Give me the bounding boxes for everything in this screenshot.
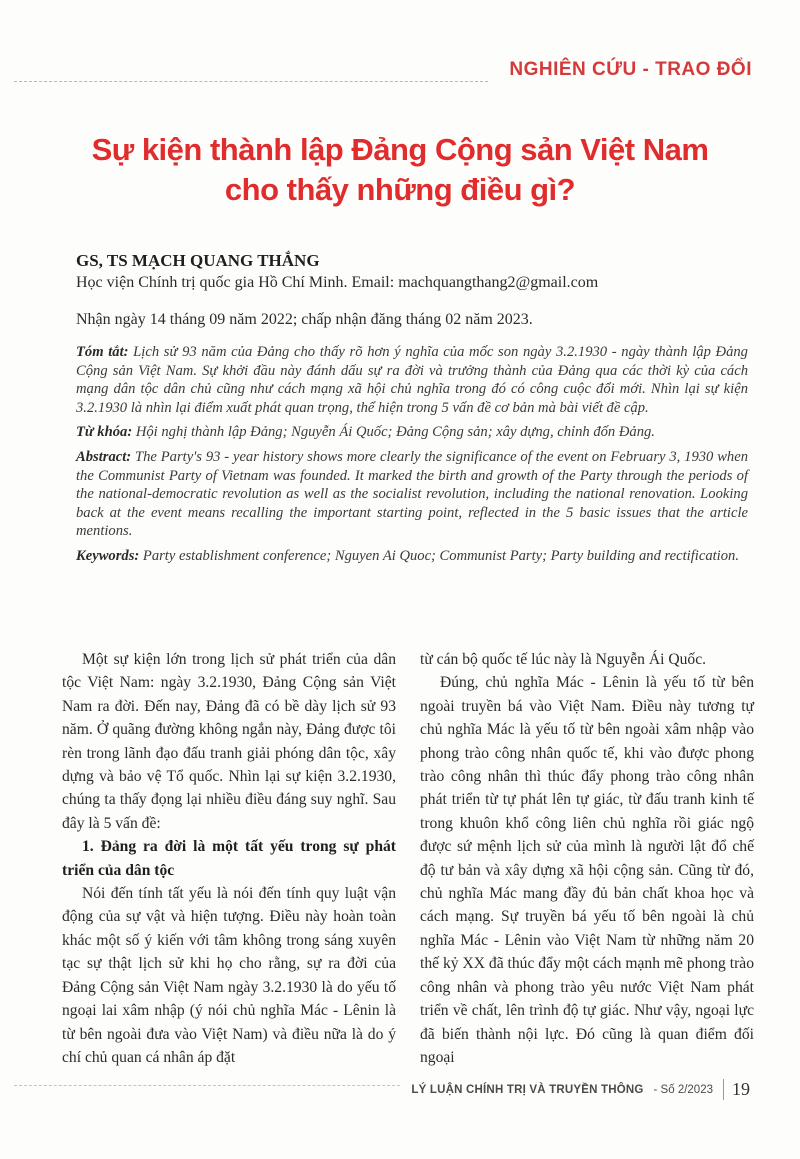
left-column (62, 648, 396, 1069)
body-paragraph: từ cán bộ quốc tế lúc này là Nguyễn Ái Quốc. (420, 651, 707, 668)
keywords-vi-label: Từ khóa: (76, 424, 133, 441)
journal-name: LÝ LUẬN CHÍNH TRỊ VÀ TRUYỀN THÔNG (411, 1083, 644, 1096)
section-heading-1: 1. Đảng ra đời là một tất yếu trong sự phát triển của dân tộc (62, 838, 396, 879)
title-line-1: Sự kiện thành lập Đảng Cộng sản Việt Nam (91, 132, 709, 167)
keywords-vi-text: Hội nghị thành lập Đảng; Nguyễn Ái Quốc; Đảng Cộng sản; xây dựng, chỉnh đốn Đảng. (135, 424, 655, 441)
issue-number: - Số 2/2023 (653, 1083, 713, 1096)
author-name: GS, TS MẠCH QUANG THẮNG (76, 251, 320, 270)
article-title (60, 130, 740, 210)
summary-label: Tóm tắt: (76, 344, 129, 360)
keywords-en-text: Party establishment conference; Nguyen Ai Quoc; Communist Party; Party building and rectification. (142, 547, 739, 564)
summary-text: Lịch sử 93 năm của Đảng cho thấy rõ hơn ý nghĩa của mốc son ngày 3.2.1930 - ngày thành lập Đảng Cộng sản Việt Nam. Sự khởi đầu này đánh dấu sự ra đời và trưởng thành của Đảng qua các thời kỳ của cách mạng dân tộc dân chủ cũng như cách mạng xã hội chủ nghĩa trong đó có công cuộc đổi mới. Nhìn lại sự kiện 3.2.1930 là nhìn lại điểm xuất phát quan trọng, thể hiện trong 5 vấn đề cơ bản mà bài viết đề cập. (76, 344, 748, 416)
footer-divider (14, 1085, 400, 1086)
abstract-en (76, 448, 748, 541)
abstract-label: Abstract: (76, 448, 132, 465)
right-column (420, 648, 754, 1069)
page-number: 19 (723, 1079, 750, 1100)
keywords-en-label: Keywords: (76, 547, 140, 564)
abstract-block (76, 343, 748, 572)
summary-vi (76, 343, 748, 417)
section-label: NGHIÊN CỨU - TRAO ĐỔI (509, 59, 752, 80)
author-affiliation: Học viện Chính trị quốc gia Hồ Chí Minh. Email: machquangthang2@gmail.com (76, 274, 599, 291)
keywords-en (76, 547, 748, 566)
title-line-2: cho thấy những điều gì? (224, 172, 576, 207)
body-paragraph: Một sự kiện lớn trong lịch sử phát triển của dân tộc Việt Nam: ngày 3.2.1930, Đảng Cộng sản Việt Nam ra đời. Đến nay, Đảng đã có bề dày lịch sử 93 năm. Ở quãng đường không ngắn này, Đảng được tôi rèn trong lãnh đạo đấu tranh giải phóng dân tộc, xây dựng và bảo vệ Tổ quốc. Nhìn lại sự kiện 3.2.1930, chúng ta thấy đọng lại nhiều điều đáng suy nghĩ. Sau đây là 5 vấn đề: (62, 651, 396, 832)
received-date: Nhận ngày 14 tháng 09 năm 2022; chấp nhận đăng tháng 02 năm 2023. (76, 311, 533, 328)
keywords-vi (76, 423, 748, 442)
page-footer (411, 1079, 750, 1100)
header-divider (14, 81, 488, 82)
abstract-text: The Party's 93 - year history shows more clearly the significance of the event on February 3, 1930 when the Communist Party of Vietnam was founded. It marked the birth and growth of the Party through the periods of the national-democratic revolution as well as the socialist revolution, including the national renovation. Looking back at the event means recalling the important starting point, reflected in the 5 basic issues that the article mentions. (76, 448, 748, 540)
body-columns (62, 648, 754, 1069)
body-paragraph: Nói đến tính tất yếu là nói đến tính quy luật vận động của sự vật và hiện tượng. Điều này hoàn toàn khác một số ý kiến với tâm không trong sáng xuyên tạc sự thật lịch sử khi họ cho rằng, sự ra đời của Đảng Cộng sản Việt Nam ngày 3.2.1930 là do yếu tố ngoại lai xâm nhập (ý nói chủ nghĩa Mác - Lênin là từ bên ngoài đưa vào Việt Nam) và điều nữa là do ý chí chủ quan cá nhân áp đặt (62, 885, 396, 1066)
body-paragraph: Đúng, chủ nghĩa Mác - Lênin là yếu tố từ bên ngoài truyền bá vào Việt Nam. Điều này tương tự chủ nghĩa Mác là yếu tố từ bên ngoài xâm nhập vào phong trào công nhân quốc tế, khi vào được phong trào công nhân thì thúc đẩy phong trào công nhân phát triển từ tự phát lên tự giác, từ đấu tranh kinh tế trong khuôn khổ công liên chủ nghĩa rồi giác ngộ được sứ mệnh lịch sử của mình là người lật đổ chế độ tư bản và xây dựng xã hội cộng sản. Cũng từ đó, chủ nghĩa Mác mang đầy đủ bản chất khoa học và cách mạng. Sự truyền bá yếu tố bên ngoài là chủ nghĩa Mác - Lênin vào Việt Nam từ những năm 20 thế kỷ XX đã thúc đẩy một cách mạnh mẽ phong trào công nhân và phong trào yêu nước Việt Nam phát triển về chất, lên trình độ tự giác. Như vậy, ngoại lực đã biến thành nội lực. Đó cũng là quan điểm đối ngoại (420, 674, 754, 1066)
